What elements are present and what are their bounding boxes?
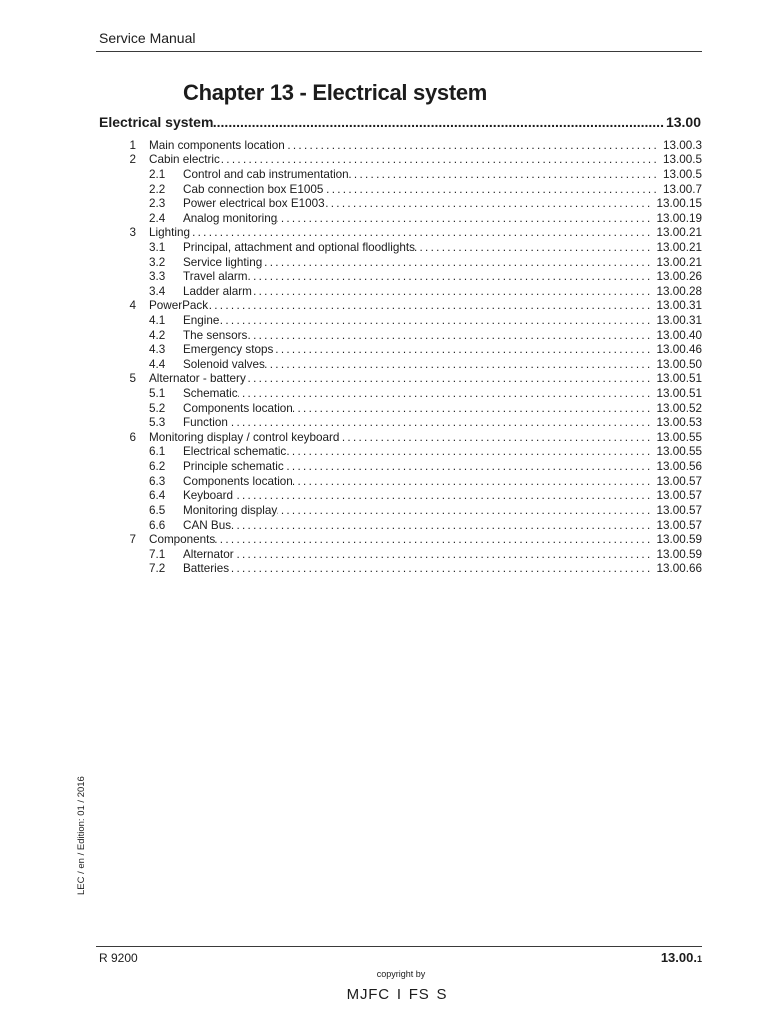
subentry-number: 2.4 (149, 211, 166, 225)
subentry-page: 13.00.66 (656, 562, 702, 576)
entry-number: 2 (129, 153, 136, 167)
dot-leader (219, 314, 656, 329)
dot-leader (286, 445, 656, 460)
subentry-title: Engine (183, 314, 220, 327)
subentry-title: Control and cab instrumentation (183, 167, 349, 181)
subentry-title: CAN Bus (183, 518, 232, 532)
entry-number: 5 (129, 372, 136, 386)
subentry-number: 3.4 (149, 284, 166, 298)
toc-group (0, 299, 702, 372)
toc-group (0, 153, 702, 226)
toc-subentry (0, 460, 702, 475)
subentry-page: 13.00.28 (656, 284, 702, 298)
dot-leader (339, 431, 656, 446)
subentry-title: Analog monitoring (183, 211, 278, 225)
dot-leader (252, 285, 657, 300)
dot-leader (293, 475, 657, 490)
dot-leader (415, 241, 657, 256)
toc-subentry (0, 504, 702, 519)
subentry-number: 6.2 (149, 460, 166, 474)
subentry-title: Travel alarm (183, 270, 248, 284)
toc-subentry (0, 416, 702, 431)
entry-page: 13.00.31 (656, 299, 702, 313)
toc-entry (0, 431, 702, 446)
dot-leader (208, 299, 656, 314)
entry-number: 6 (129, 430, 136, 444)
dot-leader (247, 329, 656, 344)
entry-page: 13.00.3 (663, 138, 702, 152)
toc-subentry (0, 402, 702, 417)
subentry-page: 13.00.31 (656, 314, 702, 327)
subentry-page: 13.00.55 (656, 445, 702, 459)
subentry-title: Keyboard (183, 489, 234, 503)
subentry-title: Power electrical box E1003 (183, 197, 325, 211)
dot-leader (323, 183, 663, 198)
subentry-page: 13.00.21 (656, 255, 702, 269)
subentry-page: 13.00.56 (656, 460, 702, 474)
toc-subentry (0, 197, 702, 212)
subentry-number: 3.3 (149, 270, 166, 284)
section-page: 13.00 (665, 114, 701, 130)
toc-entry (0, 226, 702, 241)
entry-page: 13.00.51 (656, 372, 702, 386)
subentry-title: Components location (183, 401, 293, 415)
entry-title: Lighting (149, 226, 190, 240)
entry-title: Cabin electric (149, 153, 220, 167)
subentry-title: Service lighting (183, 255, 263, 269)
subentry-number: 4.3 (149, 343, 166, 357)
subentry-number: 2.2 (149, 182, 166, 196)
toc-subentry (0, 183, 702, 198)
subentry-title: Ladder alarm (183, 284, 252, 298)
dot-leader (277, 212, 656, 227)
subentry-title: Electrical schematic (183, 445, 287, 459)
dot-leader (284, 460, 657, 475)
subentry-title: Function (183, 416, 228, 430)
section-title: Electrical system (99, 114, 214, 130)
toc-subentry (0, 285, 702, 300)
entry-page: 13.00.5 (663, 153, 702, 167)
subentry-page: 13.00.59 (656, 547, 702, 561)
subentry-number: 2.3 (149, 197, 166, 211)
subentry-title: Batteries (183, 562, 230, 576)
running-header: Service Manual (99, 30, 196, 46)
toc-group (0, 139, 702, 154)
entry-title: PowerPack (149, 299, 209, 313)
page-number-suffix: 1 (696, 954, 702, 964)
subentry-number: 7.2 (149, 562, 166, 576)
toc-subentry (0, 343, 702, 358)
toc-subentry (0, 562, 702, 577)
toc-group (0, 533, 702, 577)
toc-entry (0, 153, 702, 168)
entry-title: Components (149, 533, 216, 547)
toc-subentry (0, 489, 702, 504)
subentry-number: 7.1 (149, 547, 166, 561)
subentry-number: 6.4 (149, 489, 166, 503)
subentry-title: Principle schematic (183, 460, 284, 474)
chapter-title: Chapter 13 - Electrical system (183, 80, 488, 105)
section-entry (99, 113, 701, 131)
subentry-number: 4.1 (149, 314, 166, 327)
dot-leader (285, 139, 663, 154)
subentry-number: 6.5 (149, 503, 166, 517)
subentry-number: 4.4 (149, 357, 166, 371)
entry-number: 3 (129, 226, 136, 240)
subentry-page: 13.00.57 (656, 518, 702, 532)
entry-title: Monitoring display / control keyboard (149, 430, 340, 444)
footer-divider (96, 946, 702, 947)
toc-group (0, 431, 702, 533)
toc-subentry (0, 329, 702, 344)
subentry-title: Principal, attachment and optional floodlights (183, 240, 415, 254)
dot-leader (220, 153, 663, 168)
toc-subentry (0, 270, 702, 285)
subentry-title: Emergency stops (183, 343, 274, 357)
toc-subentry (0, 212, 702, 227)
edition-note: LEC / en / Edition: 01 / 2016 (76, 776, 87, 895)
subentry-page: 13.00.21 (656, 240, 702, 254)
dot-leader (231, 519, 656, 534)
subentry-title: Solenoid valves (183, 357, 265, 371)
subentry-number: 5.2 (149, 401, 166, 415)
entry-number: 4 (129, 299, 136, 313)
entry-number: 1 (129, 138, 136, 152)
subentry-page: 13.00.57 (656, 474, 702, 488)
subentry-title: Cab connection box E1005 (183, 182, 324, 196)
toc-entry (0, 372, 702, 387)
entry-number: 7 (129, 533, 136, 547)
entry-title: Main components location (149, 138, 285, 152)
subentry-number: 2.1 (149, 167, 166, 181)
entry-page: 13.00.55 (656, 430, 702, 444)
toc-subentry (0, 387, 702, 402)
dot-leader (233, 489, 656, 504)
entry-title: Alternator - battery (149, 372, 246, 386)
dot-leader (265, 358, 657, 373)
subentry-title: The sensors (183, 328, 248, 342)
page-number (661, 950, 702, 967)
machine-model: R 9200 (99, 951, 138, 965)
toc-subentry (0, 358, 702, 373)
toc-subentry (0, 314, 702, 329)
subentry-page: 13.00.5 (663, 167, 702, 181)
toc-subentry (0, 445, 702, 460)
subentry-page: 13.00.50 (656, 357, 702, 371)
dot-leader (229, 562, 656, 577)
dot-leader (228, 416, 657, 431)
subentry-page: 13.00.51 (656, 387, 702, 401)
subentry-number: 5.1 (149, 387, 166, 401)
subentry-number: 6.6 (149, 518, 166, 532)
subentry-page: 13.00.40 (656, 328, 702, 342)
toc-group (0, 226, 702, 299)
dot-leader (215, 533, 656, 548)
subentry-page: 13.00.26 (656, 270, 702, 284)
dot-leader (190, 226, 657, 241)
subentry-number: 6.1 (149, 445, 166, 459)
subentry-number: 6.3 (149, 474, 166, 488)
dot-leader (293, 402, 657, 417)
dot-leader (213, 113, 666, 131)
dot-leader (246, 372, 657, 387)
dot-leader (238, 387, 657, 402)
header-divider (96, 51, 702, 52)
subentry-title: Alternator (183, 547, 234, 561)
entry-page: 13.00.59 (656, 533, 702, 547)
dot-leader (277, 504, 656, 519)
subentry-page: 13.00.57 (656, 489, 702, 503)
subentry-title: Monitoring display (183, 503, 278, 517)
subentry-page: 13.00.53 (656, 416, 702, 430)
toc-entry (0, 533, 702, 548)
dot-leader (349, 168, 663, 183)
dot-leader (262, 256, 656, 271)
toc-subentry (0, 241, 702, 256)
subentry-number: 4.2 (149, 328, 166, 342)
page-number-main: 13.00. (660, 950, 697, 965)
toc-subentry (0, 168, 702, 183)
subentry-title: Schematic (183, 387, 238, 401)
toc-group (0, 372, 702, 430)
table-of-contents (0, 139, 702, 577)
dot-leader (325, 197, 657, 212)
subentry-page: 13.00.15 (656, 197, 702, 211)
subentry-number: 5.3 (149, 416, 166, 430)
subentry-page: 13.00.46 (656, 343, 702, 357)
copyright-label: copyright by (376, 969, 426, 979)
toc-subentry (0, 519, 702, 534)
toc-subentry (0, 548, 702, 563)
publisher-mark: MJFC I FS S (346, 986, 448, 1003)
subentry-page: 13.00.57 (656, 503, 702, 517)
subentry-number: 3.1 (149, 240, 166, 254)
entry-page: 13.00.21 (656, 226, 702, 240)
subentry-page: 13.00.52 (656, 401, 702, 415)
subentry-number: 3.2 (149, 255, 166, 269)
toc-entry (0, 299, 702, 314)
dot-leader (273, 343, 656, 358)
toc-entry (0, 139, 702, 154)
subentry-page: 13.00.19 (656, 211, 702, 225)
toc-subentry (0, 256, 702, 271)
toc-subentry (0, 475, 702, 490)
dot-leader (248, 270, 657, 285)
dot-leader (234, 548, 657, 563)
subentry-title: Components location (183, 474, 293, 488)
subentry-page: 13.00.7 (663, 182, 702, 196)
